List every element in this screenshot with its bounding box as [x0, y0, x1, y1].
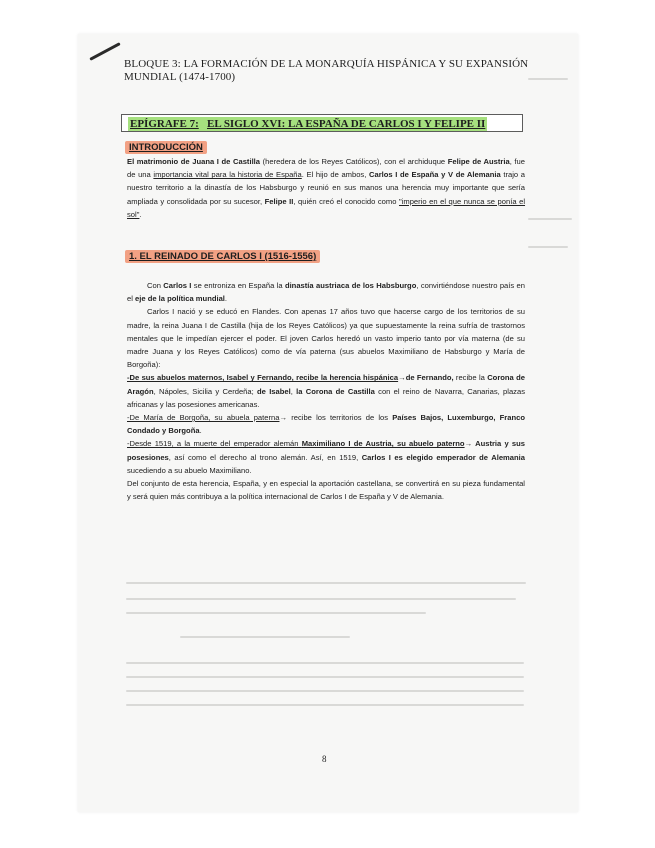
p5-b: Maximiliano I de Austria, su abuelo paterno: [301, 439, 465, 449]
intro-t12: .: [139, 209, 142, 219]
p3-g: de Isabel: [257, 386, 291, 396]
reinado-p3: [127, 371, 525, 411]
p1-b: Carlos I: [163, 281, 192, 290]
intro-t8: trajo a nuestro territorio a la dinastía de los Habsburgo y reunió en sus manos una herencia muy importante que sería ampliada y consolidada por su sucesor,: [127, 170, 525, 206]
intro-t1: El matrimonio de Juana I de Castilla: [127, 157, 261, 166]
p3-j: con el reino de Navarra, Canarias, plazas africanas y las posesiones americanas.: [127, 386, 525, 409]
intro-t6: . El hijo de ambos,: [301, 170, 369, 180]
p3-h: ,: [290, 386, 297, 396]
epigrafe-label: EPÍGRAFE 7:: [130, 118, 199, 130]
bleed-through: [528, 218, 572, 220]
p5-f: Carlos I es elegido emperador de Alemania: [361, 452, 525, 462]
introduccion-text: [127, 155, 525, 221]
intro-t5: importancia vital para la historia de España: [153, 170, 302, 180]
epigrafe-title: EL SIGLO XVI: LA ESPAÑA DE CARLOS I Y FELIPE II: [207, 118, 486, 130]
reinado-p5: [127, 437, 525, 477]
intro-t10: , quién creó el conocido como: [293, 196, 399, 206]
intro-t11: "imperio en el que nunca se ponía el sol": [127, 196, 526, 219]
bleed-through: [126, 582, 526, 584]
arrow-icon: →: [279, 413, 288, 423]
intro-t7: Carlos I de España y V de Alemania: [368, 170, 501, 180]
p3-a: -De sus abuelos maternos, Isabel y Fernando, recibe la herencia hispánica: [127, 373, 399, 383]
intro-t9: Felipe II: [264, 196, 294, 206]
bleed-through: [180, 636, 350, 638]
p5-d: Austria y sus posesiones: [127, 439, 525, 462]
reinado-p1: [127, 279, 525, 305]
p1-f: eje de la política mundial: [135, 294, 225, 304]
p4-a: -De María de Borgoña, su abuela paterna: [127, 413, 280, 423]
p5-g: sucediendo a su abuelo Maximiliano.: [127, 465, 252, 475]
bleed-through: [126, 612, 426, 614]
p4-d: Países Bajos, Luxemburgo, Franco Condado y Borgoña: [127, 413, 525, 436]
bleed-through: [126, 598, 516, 600]
bloque-title: BLOQUE 3: LA FORMACIÓN DE LA MONARQUÍA HISPÁNICA Y SU EXPANSIÓN MUNDIAL (1474-1700): [124, 58, 529, 83]
p4-c: recibe los territorios de los: [287, 413, 393, 423]
arrow-icon: →: [398, 373, 406, 383]
reinado-p4: [127, 411, 525, 437]
bleed-through: [126, 676, 524, 678]
reinado-text: [127, 279, 525, 503]
p4-e: .: [199, 426, 202, 436]
epigrafe-highlight: [128, 117, 487, 131]
bleed-through: [528, 246, 568, 248]
reinado-p6: Del conjunto de esta herencia, España, y en especial la aportación castellana, se convertirá en su pieza fundamental y será quien más contribuya a la política internacional de Carlos I de España y V de Alemania.: [127, 479, 525, 502]
bleed-through: [126, 690, 524, 692]
p3-c: de Fernando,: [405, 373, 454, 383]
p1-c: se entroniza en España la: [191, 281, 285, 290]
reinado-heading: 1. EL REINADO DE CARLOS I (1516-1556): [125, 250, 320, 263]
intro-t4: , fue de una: [127, 157, 525, 180]
intro-t3: Felipe de Austria: [447, 157, 510, 166]
bleed-through: [126, 662, 524, 664]
p5-a: -Desde 1519, a la muerte del emperador alemán: [127, 439, 302, 449]
introduccion-heading: INTRODUCCIÓN: [125, 141, 207, 154]
p1-a: Con: [147, 281, 164, 290]
p1-e: , convirtiéndose nuestro país en el: [127, 281, 525, 304]
p3-i: la Corona de Castilla: [296, 386, 375, 396]
p1-d: dinastía austriaca de los Habsburgo: [284, 281, 417, 290]
bleed-through: [126, 704, 524, 706]
p5-e: , así como el derecho al trono alemán. Así, en 1519,: [168, 452, 362, 462]
p1-g: .: [224, 294, 228, 304]
p3-d: recibe la: [453, 373, 488, 383]
reinado-p2: Carlos I nació y se educó en Flandes. Con apenas 17 años tuvo que hacerse cargo de los territorios de su madre, la reina Juana I de Castilla (hija de los Reyes Católicos) ya que supuestamente la reina sufría de trastornos mentales que le impedían ejercer el poder. El joven Carlos heredó un vasto imperio tanto por vía materna (de su madre Juana y los Reyes Católicos) como de vía paterna (sus abuelos Maximiliano de Habsburgo y María de Borgoña):: [127, 307, 525, 370]
p3-f: , Nápoles, Sicilia y Cerdeña;: [153, 386, 258, 396]
arrow-icon: →: [464, 439, 473, 449]
epigrafe-box: [121, 114, 523, 132]
page-number: 8: [322, 754, 327, 764]
p3-e: Corona de Aragón: [127, 373, 525, 396]
intro-t2: (heredera de los Reyes Católicos), con el archiduque: [260, 157, 448, 166]
